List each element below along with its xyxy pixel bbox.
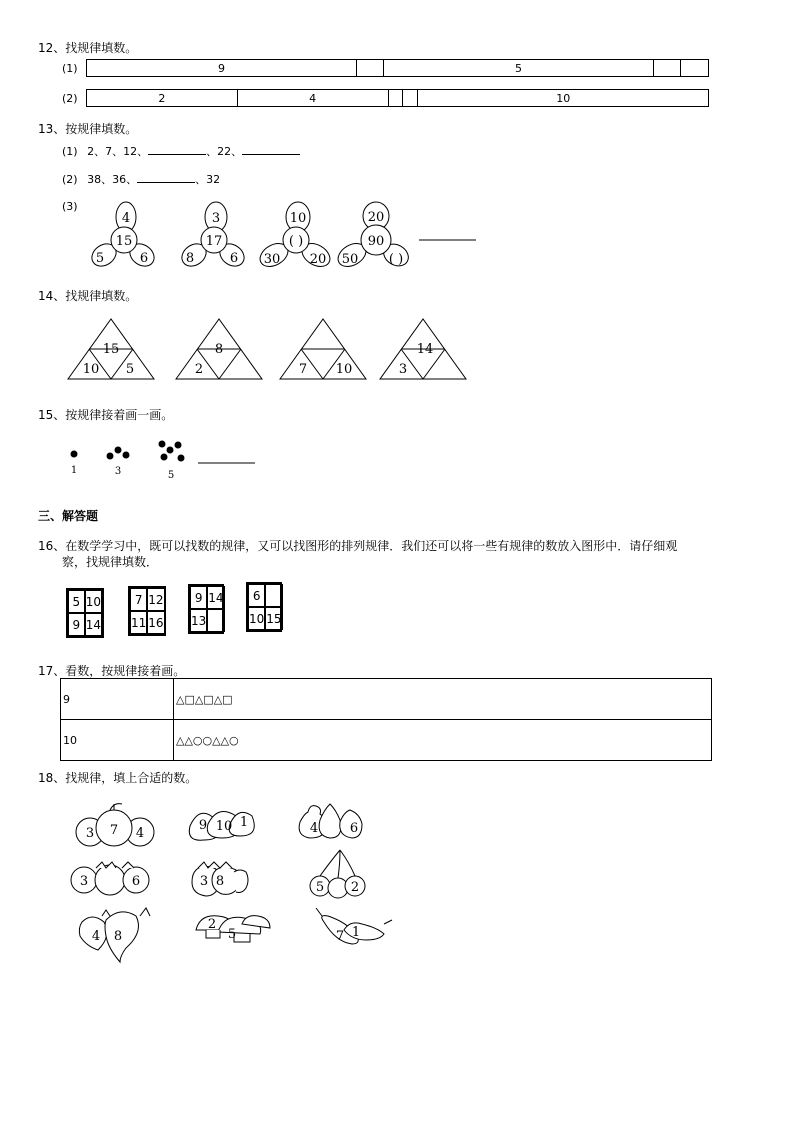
- triangle-1-left: 10: [82, 362, 100, 377]
- table-row: [61, 679, 712, 720]
- flower-1-top: 4: [121, 211, 131, 226]
- grid-cell: 9: [190, 586, 207, 609]
- fruit-4-right: 6: [131, 874, 141, 889]
- q14-triangles: [60, 315, 480, 385]
- q16-grid-3: [188, 584, 224, 634]
- q12-title: 12、找规律填数。: [38, 41, 138, 55]
- flower-2-center: 17: [205, 234, 223, 249]
- q16-grid-1: [66, 588, 104, 638]
- q13-p2-blank[interactable]: [137, 172, 195, 183]
- triangle-1-right: 5: [125, 362, 135, 377]
- q12-p2-strip: [86, 89, 709, 107]
- grid-cell: 5: [68, 590, 85, 613]
- q16-grid-2: [128, 586, 166, 636]
- q17-table: [60, 678, 712, 761]
- q13-p1-sep: 、22、: [206, 145, 243, 158]
- q13-p1: [62, 143, 300, 159]
- fruit-1-center: 7: [109, 823, 119, 838]
- grid-cell: 10: [248, 607, 265, 630]
- flower-4-right[interactable]: ( ): [388, 252, 404, 267]
- grid-cell: 6: [248, 584, 265, 607]
- triangle-3-left: 7: [298, 362, 308, 377]
- q13-p2: [62, 171, 220, 187]
- fruit-7-left: 4: [91, 929, 101, 944]
- q12-p1-cell[interactable]: 5: [384, 60, 654, 76]
- q17-row2-num: 10: [61, 720, 174, 761]
- q12-p1-strip: [86, 59, 709, 77]
- flower-1-left: 5: [95, 251, 105, 266]
- dot: [107, 453, 114, 460]
- fruit-6-right: 2: [350, 880, 360, 895]
- q12-p2-cell[interactable]: 10: [556, 91, 571, 105]
- q16-title-line1: 16、在数学学习中，既可以找数的规律，又可以找图形的排列规律．我们还可以将一些有规律的数放入图形中．请仔细观: [38, 539, 678, 553]
- grid-cell: 14: [207, 586, 224, 609]
- grid-cell: 11: [130, 611, 147, 634]
- triangle-3: [280, 319, 366, 379]
- triangle-4-left: 3: [398, 362, 408, 377]
- flower-2-right: 6: [229, 251, 239, 266]
- dot: [159, 441, 166, 448]
- grid-cell: 7: [130, 588, 147, 611]
- fruit-2-left: 9: [198, 818, 208, 833]
- dot: [167, 447, 174, 454]
- flower-3-top: 10: [289, 211, 307, 226]
- q15-label-3: 5: [167, 470, 175, 481]
- q18-title: 18、找规律，填上合适的数。: [38, 771, 198, 785]
- flower-2-left: 8: [185, 251, 195, 266]
- q13-flowers: [86, 200, 486, 272]
- grid-cell: 15: [265, 607, 282, 630]
- q13-p2-label: (2): [62, 173, 78, 186]
- q12-p2-cell[interactable]: 2: [87, 90, 238, 106]
- q18-fruits: [66, 798, 426, 968]
- q13-p3-label: (3): [62, 200, 78, 213]
- dot: [161, 454, 168, 461]
- fruit-1-left: 3: [85, 826, 95, 841]
- flower-3-left: 30: [263, 252, 281, 267]
- q17-title: 17、看数，按规律接着画。: [38, 664, 186, 678]
- fruit-4-left: 3: [79, 874, 89, 889]
- dot: [175, 442, 182, 449]
- triangle-1-top: 15: [102, 342, 120, 357]
- flower-3-center[interactable]: ( ): [288, 234, 304, 249]
- q12-p1-cell[interactable]: [681, 60, 708, 76]
- grid-cell: 16: [147, 611, 164, 634]
- q14-title: 14、找规律填数。: [38, 289, 138, 303]
- flower-1-right: 6: [139, 251, 149, 266]
- q16-grid-4: [246, 582, 282, 632]
- q13-p1-label: (1): [62, 145, 78, 158]
- fruit-2-right: 1: [239, 815, 249, 830]
- section-3-title: 三、解答题: [38, 509, 99, 523]
- grid-cell: 14: [85, 613, 102, 636]
- q12-p1-cell[interactable]: 9: [87, 60, 357, 76]
- grid-cell: 13: [190, 609, 207, 632]
- triangle-4-top: 14: [416, 342, 434, 357]
- dot: [115, 447, 122, 454]
- q12-p1-label: (1): [62, 62, 78, 75]
- table-row: [61, 720, 712, 761]
- grid-cell: 10: [85, 590, 102, 613]
- q15-dots: [60, 436, 270, 482]
- fruit-1-right: 4: [135, 826, 145, 841]
- q13-p2-text: 38、36、: [87, 173, 138, 186]
- q13-title: 13、按规律填数。: [38, 122, 138, 136]
- q13-p1-text: 2、7、12、: [87, 145, 149, 158]
- grid-cell: 9: [68, 613, 85, 636]
- q12-p1-cell[interactable]: [654, 60, 681, 76]
- q13-p2-sep: 、32: [195, 173, 221, 186]
- q12-p2-cell[interactable]: [389, 90, 404, 106]
- fruit-2-center: 10: [215, 819, 233, 834]
- fruit-7-center: 8: [113, 929, 123, 944]
- grid-cell[interactable]: [207, 609, 224, 632]
- q13-p1-blank2[interactable]: [242, 144, 300, 155]
- q15-title: 15、按规律接着画一画。: [38, 408, 174, 422]
- fruit-5-center: 8: [215, 874, 225, 889]
- q16-title-line2: 察，找规律填数．: [62, 555, 159, 569]
- q17-row1-shapes[interactable]: △□△□△□: [174, 679, 712, 720]
- q15-label-2: 3: [114, 466, 122, 477]
- flower-3-right: 20: [309, 252, 327, 267]
- q15-label-1: 1: [70, 465, 78, 476]
- q12-p2-label: (2): [62, 92, 78, 105]
- fruit-8-left: 2: [207, 917, 217, 932]
- triangle-2-left: 2: [194, 362, 204, 377]
- q12-p1-cell[interactable]: [357, 60, 384, 76]
- fruit-9-center: 1: [351, 925, 361, 940]
- fruit-8-center: 5: [227, 927, 237, 942]
- fruit-3-right: 6: [349, 821, 359, 836]
- q13-p1-blank1[interactable]: [148, 144, 206, 155]
- q17-row1-num: 9: [61, 679, 174, 720]
- dot: [123, 452, 130, 459]
- grid-cell: 12: [147, 588, 164, 611]
- fruit-9-left: 7: [335, 929, 345, 944]
- q12-p2-cell[interactable]: [403, 90, 418, 106]
- flower-4-top: 20: [367, 210, 385, 225]
- fruit-3-left: 4: [309, 821, 319, 836]
- dot: [178, 455, 185, 462]
- triangle-2-top: 8: [214, 342, 224, 357]
- flower-4-left: 50: [341, 252, 359, 267]
- triangle-3-right: 10: [335, 362, 353, 377]
- flower-4-center: 90: [367, 234, 385, 249]
- q12-p2-cell[interactable]: 4: [238, 90, 389, 106]
- fruit-6-left: 5: [315, 880, 325, 895]
- q17-row2-shapes[interactable]: △△○○△△○: [174, 720, 712, 761]
- grid-cell[interactable]: [265, 584, 282, 607]
- fruit-5-left: 3: [199, 874, 209, 889]
- flower-1-center: 15: [115, 234, 133, 249]
- flower-2-top: 3: [211, 211, 221, 226]
- dot: [71, 451, 78, 458]
